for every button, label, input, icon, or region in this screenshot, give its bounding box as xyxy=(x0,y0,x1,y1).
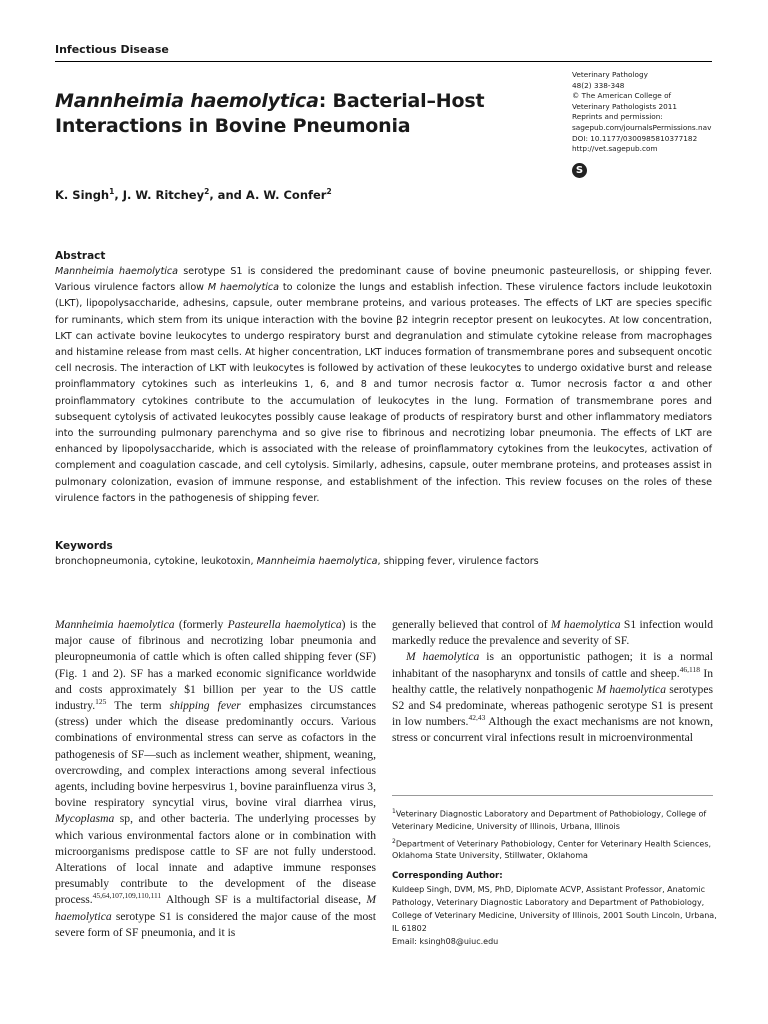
keywords-heading: Keywords xyxy=(55,540,113,552)
author-3: A. W. Confer xyxy=(245,187,327,202)
body-text: Although SF is a multifactorial disease, xyxy=(161,893,367,907)
keywords-part: bronchopneumonia, cytokine, leukotoxin, xyxy=(55,556,257,567)
body-text: is an opportunistic pathogen; it is a normal inhabitant of the nasopharynx and tonsils of cattle and sheep. xyxy=(392,650,713,680)
corresponding-author-email[interactable]: Email: ksingh08@uiuc.edu xyxy=(392,937,499,946)
author-separator: , and xyxy=(209,187,246,202)
journal-name: Veterinary Pathology xyxy=(572,70,648,79)
affiliation-footnotes xyxy=(392,806,717,865)
body-column-right xyxy=(392,617,713,747)
footnote-rule xyxy=(392,795,713,796)
body-text: serotypes S2 and S4 predominate, whereas pathogenic serotype S1 is present in low numbers. xyxy=(392,682,714,729)
body-species: M haemolytica xyxy=(55,893,376,923)
journal-copyright: © The American College of xyxy=(572,91,672,101)
author-1: K. Singh xyxy=(55,187,110,202)
author-list xyxy=(55,187,332,202)
journal-copyright-2: Veterinary Pathologists 2011 xyxy=(572,101,678,111)
affiliation-text: Department of Veterinary Pathobiology, Center for Veterinary Health Sciences, Oklahoma State University, Stillwater, Oklahoma xyxy=(392,839,712,861)
journal-info xyxy=(572,70,722,155)
body-text: S1 infection would markedly reduce the prevalence and severity of SF. xyxy=(392,618,713,648)
title-species: Mannheimia haemolytica xyxy=(55,90,319,112)
journal-doi[interactable]: DOI: 10.1177/0300985810377182 xyxy=(572,133,698,143)
keywords-list xyxy=(55,555,712,569)
keywords-species: Mannheimia haemolytica xyxy=(256,556,378,567)
body-term: shipping fever xyxy=(169,699,241,713)
body-species: Mannheimia haemolytica xyxy=(55,618,175,631)
citation-ref[interactable]: 46,118 xyxy=(679,664,700,674)
header-rule xyxy=(55,61,712,62)
corresponding-author-details xyxy=(392,883,717,948)
body-text: The term xyxy=(106,699,170,713)
journal-url[interactable]: http://vet.sagepub.com xyxy=(572,144,658,154)
article-title xyxy=(55,89,535,139)
body-text: emphasizes circumstances (stress) under which the disease predominantly occurs. Various combinations of environmental stress can serve as cofactors in the pathogenesis of SF—such as inclement weather, shipment, weaning, overcrowding, and complex interactions among several infectious agents, including bovine herpesvirus 1, bovine parainfluenza virus 3, bovine respiratory syncytial virus, bovine viral diarrhea virus, xyxy=(55,699,377,810)
author-separator: , xyxy=(114,187,123,202)
corresponding-author-heading: Corresponding Author: xyxy=(392,871,503,881)
author-1-affil: 1 xyxy=(109,187,115,196)
abstract-species: M haemolytica xyxy=(207,282,280,294)
body-species: M haemolytica xyxy=(596,682,666,696)
body-text: Although the exact mechanisms are not known, stress or concurrent viral infections result in microenvironmental xyxy=(392,715,714,745)
title-rest: : Bacterial–Host Interactions in Bovine Pneumonia xyxy=(55,90,485,137)
journal-volume: 48(2) 338-348 xyxy=(572,80,625,90)
citation-ref[interactable]: 42,43 xyxy=(468,713,486,723)
body-species: Pasteurella haemolytica xyxy=(227,618,342,631)
affiliation-marker: 1 xyxy=(392,808,396,815)
author-3-affil: 2 xyxy=(326,187,332,196)
journal-permissions-link[interactable]: sagepub.com/journalsPermissions.nav xyxy=(572,122,712,132)
abstract-text xyxy=(55,264,712,507)
affiliation-marker: 2 xyxy=(392,837,396,845)
abstract-species: Mannheimia haemolytica xyxy=(55,266,179,277)
body-text: generally believed that control of xyxy=(392,618,551,631)
body-text: sp, and other bacteria. The underlying processes by which various environmental factors alone or in combination with microorganisms predispose cattle to SF are not fully understood. Alterations of local innate and adaptive immune responses presumably contribute to the development of the disease process. xyxy=(55,812,376,907)
author-2: J. W. Ritchey xyxy=(122,187,205,202)
body-paragraph xyxy=(392,617,713,649)
affiliation-text: Veterinary Diagnostic Laboratory and Department of Pathobiology, College of Veterinary Medicine, University of Illinois, Urbana, Illinois xyxy=(392,809,707,831)
body-species: M haemolytica xyxy=(550,618,621,631)
body-species: Mycoplasma xyxy=(55,812,115,826)
body-text: ) is the major cause of fibrinous and necrotizing lobar pneumonia and pleuropneumonia of cattle which is often called shipping fever (SF) (Fig. 1 and 2). SF has a marked economic significance worldwide and costs approximately $1 billion per year to the US cattle industry. xyxy=(55,618,376,713)
sage-logo-icon: S xyxy=(572,163,587,178)
body-column-left xyxy=(55,617,376,941)
body-text: In healthy cattle, the relatively nonpathogenic xyxy=(392,666,713,696)
keywords-part: , shipping fever, virulence factors xyxy=(377,556,539,567)
body-species: M haemolytica xyxy=(406,650,480,664)
citation-ref[interactable]: 125 xyxy=(95,697,107,707)
body-paragraph xyxy=(392,649,713,746)
affiliation-1 xyxy=(392,806,717,833)
body-text: (formerly xyxy=(174,618,228,631)
abstract-text-part: to colonize the lungs and establish infection. These virulence factors include leukotoxin (LKT), lipopolysaccharide, adhesins, capsule, outer membrane proteins, and various proteases. The effects of LKT are species specific for ruminants, which stem from its unique interaction with the bovine β2 integrin receptor present on leukocytes. At low concentration, LKT can activate bovine leukocytes to undergo respiratory burst and degranulation and stimulate cytokine release from macrophages and histamine release from mast cells. At higher concentration, LKT induces formation of transmembrane pores and subsequent oncotic cell necrosis. The interaction of LKT with leukocytes is followed by activation of these leukocytes to undergo oxidative burst and release proinflammatory cytokines such as interleukins 1, 6, and 8 and tumor necrosis factor α. Tumor necrosis factor α and other proinflammatory cytokines contribute to the accumulation of leukocytes in the lung. Formation of transmembrane pores and subsequent cytolysis of activated leukocytes possibly cause leakage of products of respiratory burst and other inflammatory mediators into the surrounding pulmonary parenchyma and so give rise to fibrinous and necrotizing lobar pneumonia. The effects of LKT are enhanced by lipopolysaccharide, which is associated with the release of proinflammatory cytokines from the leukocytes, activation of complement and coagulation cascade, and cell cytolysis. Similarly, adhesins, capsule, outer membrane proteins, and proteases assist in pulmonary colonization, evasion of immune response, and establishment of the infection. This review focuses on the roles of these virulence factors in the pathogenesis of shipping fever. xyxy=(55,282,713,504)
section-label: Infectious Disease xyxy=(55,43,169,56)
corresponding-author-address: Kuldeep Singh, DVM, MS, PhD, Diplomate ACVP, Assistant Professor, Anatomic Pathology, Veterinary Diagnostic Laboratory and Department of Pathobiology, College of Veterinary Medicine, University of Illinois, 2001 South Lincoln, Urbana, IL 61802 xyxy=(392,885,717,933)
affiliation-2 xyxy=(392,836,717,863)
journal-reprints: Reprints and permission: xyxy=(572,112,663,122)
abstract-heading: Abstract xyxy=(55,250,106,262)
body-text: serotype S1 is considered the major cause of the most severe form of SF pneumonia, and it is xyxy=(55,909,376,939)
abstract-text-part: serotype S1 is considered the predominant cause of bovine pneumonic pasteurellosis, or shipping fever. Various virulence factors allow xyxy=(55,266,713,294)
citation-ref[interactable]: 45,64,107,109,110,111 xyxy=(92,891,162,901)
author-2-affil: 2 xyxy=(204,187,210,196)
